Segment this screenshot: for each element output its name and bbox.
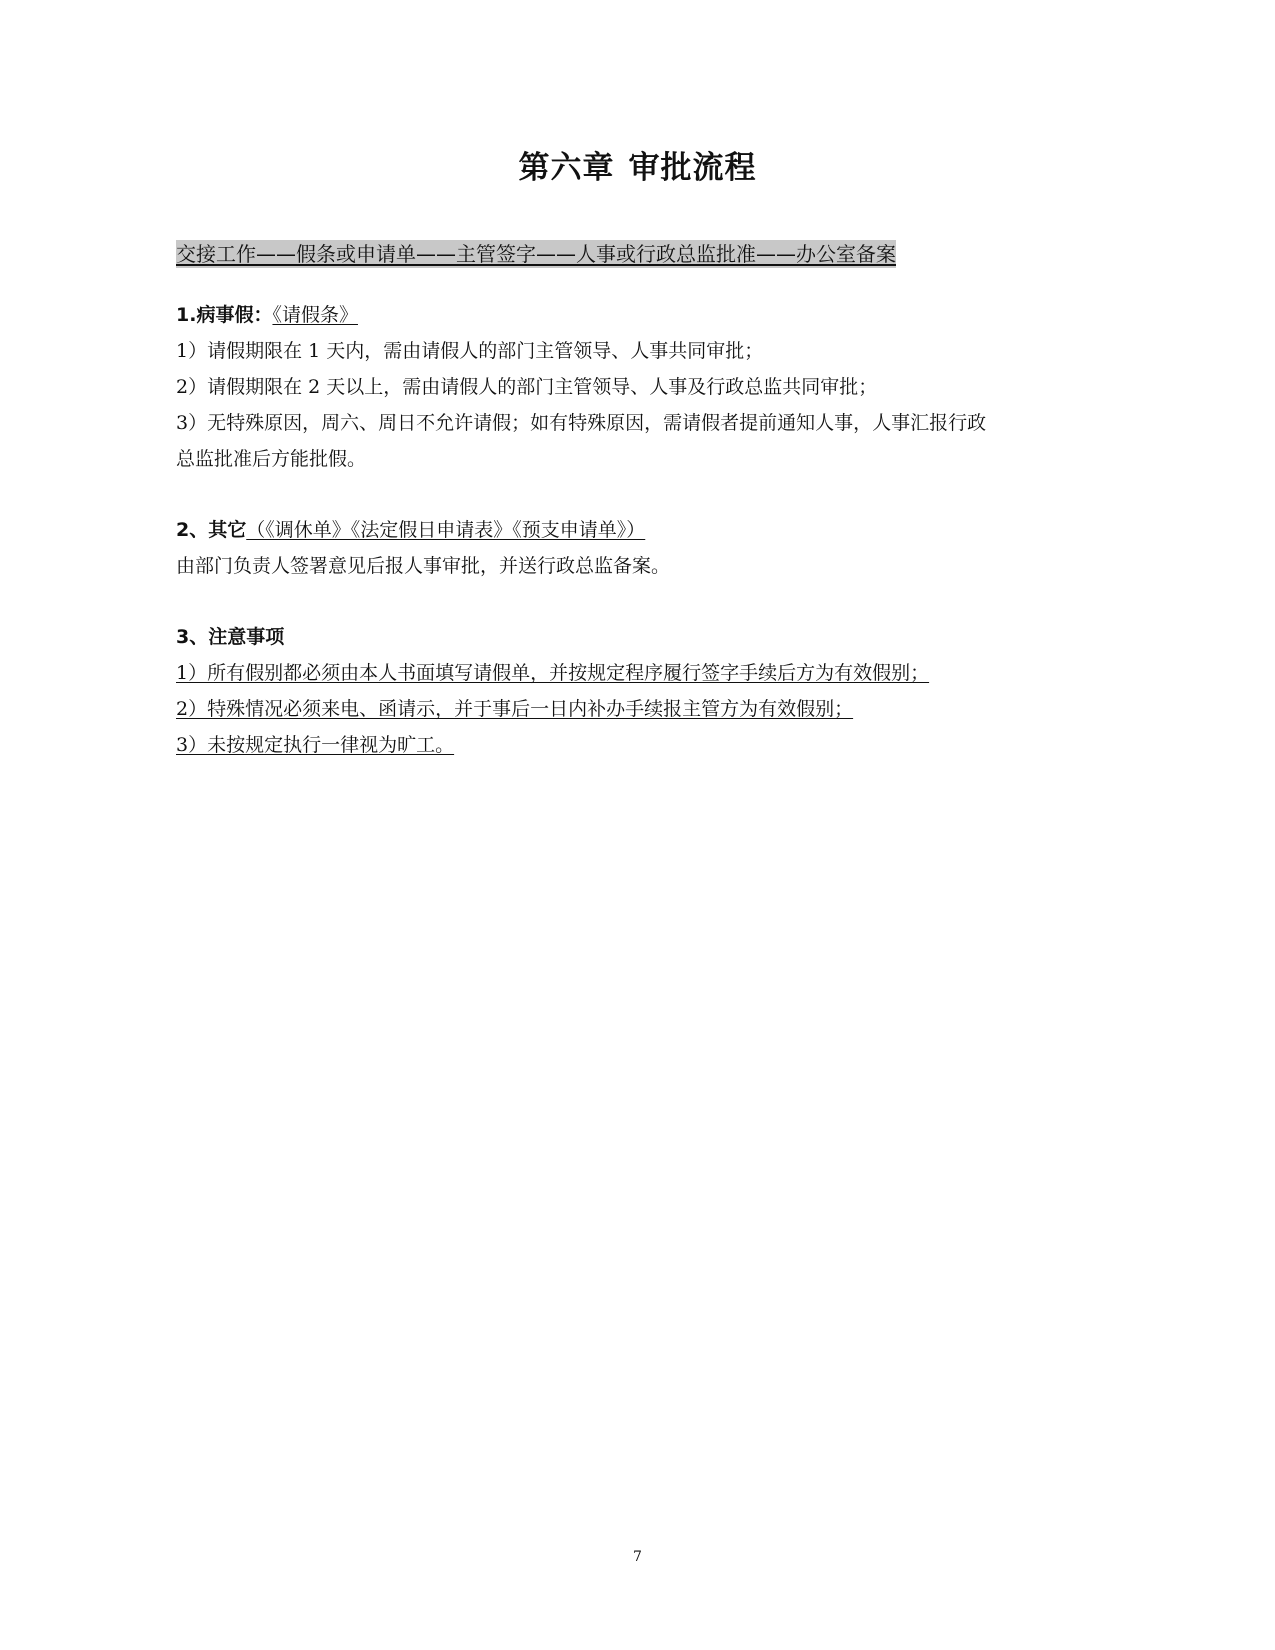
section3-item: 3）未按规定执行一律视为旷工。 [176,734,455,756]
chapter-title: 审批流程 [628,150,757,186]
section2-heading: 2、其它 [176,519,247,541]
section2-forms: （《调休单》《法定假日申请表》《预支申请单》） [246,519,646,541]
approval-flow: 交接工作——假条或申请单——主管签字——人事或行政总监批准——办公室备案 [176,242,896,266]
section1-heading-line [176,302,358,328]
section1-item: 1）请假期限在 1 天内，需由请假人的部门主管领导、人事共同审批； [176,340,764,362]
page-number: 7 [633,1549,642,1565]
section1-form: 《请假条》 [272,304,358,326]
section1-heading: 1.病事假： [176,304,273,326]
section3-heading: 3、注意事项 [176,626,285,648]
section2-heading-line [176,517,645,543]
section3-heading-line [176,624,284,650]
section2-text: 由部门负责人签署意见后报人事审批，并送行政总监备案。 [176,555,671,577]
page-title [0,148,1275,188]
section3-item: 1）所有假别都必须由本人书面填写请假单，并按规定程序履行签字手续后方为有效假别； [176,662,930,684]
section1-item: 2）请假期限在 2 天以上，需由请假人的部门主管领导、人事及行政总监共同审批； [176,376,878,398]
chapter-number: 第六章 [518,150,615,186]
section1-item: 3）无特殊原因，周六、周日不允许请假；如有特殊原因，需请假者提前通知人事，人事汇报行政 [176,412,987,434]
section3-item: 2）特殊情况必须来电、函请示，并于事后一日内补办手续报主管方为有效假别； [176,698,854,720]
section1-item: 总监批准后方能批假。 [176,448,367,470]
